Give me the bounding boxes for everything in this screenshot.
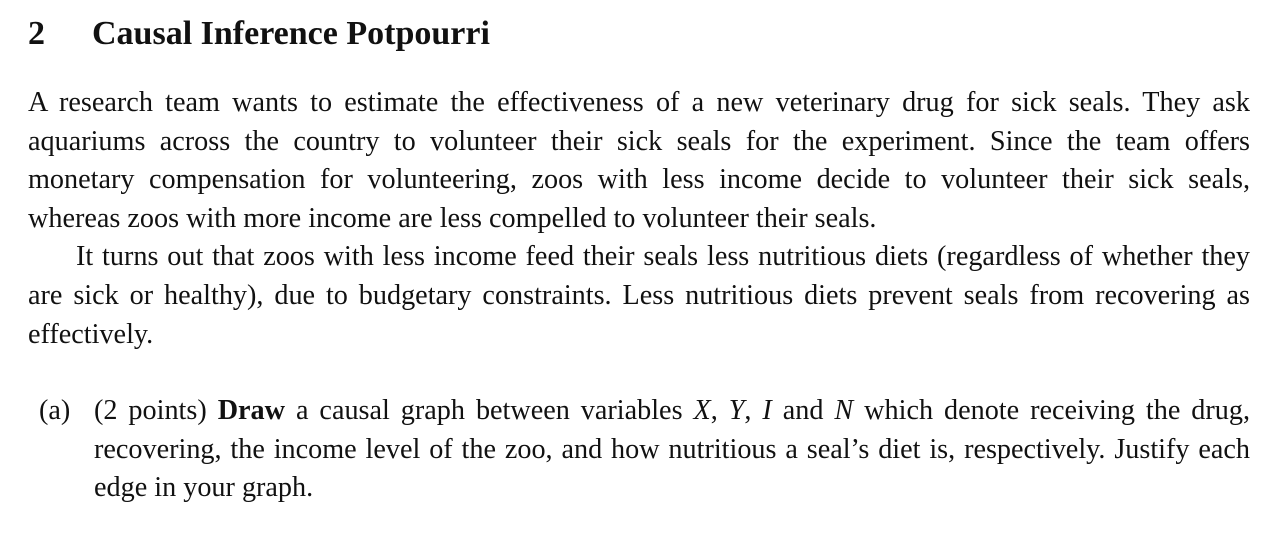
- section-number: 2: [28, 15, 45, 52]
- variable-i: I: [762, 395, 772, 427]
- context-paragraph: It turns out that zoos with less income feed their seals less nutritious diets (regardless of whether they are sick or healthy), due to budgetary constraints. Less nutritious diets prevent seals from recovering as effectively.: [28, 241, 1250, 350]
- variable-x: X: [693, 395, 711, 427]
- separator-1: ,: [710, 395, 718, 427]
- question-a: [28, 392, 1250, 508]
- question-a-bold-verb: Draw: [217, 395, 286, 427]
- section-heading: [28, 8, 1250, 60]
- question-a-points: (2 points): [94, 395, 207, 427]
- question-a-label: (a): [39, 395, 71, 427]
- intro-paragraph: A research team wants to estimate the effectiveness of a new veterinary drug for sick seals. They ask aquariums across the country to volunteer their sick seals for the experiment. Since the team offers monetary compensation for volunteering, zoos with less income decide to volunteer their sick seals, whereas zoos with more income are less compelled to volunteer their seals.: [28, 87, 1250, 234]
- question-a-text-1: a causal graph between variables: [295, 395, 683, 427]
- variable-y: Y: [728, 395, 745, 427]
- variable-n: N: [834, 395, 854, 427]
- separator-2: ,: [744, 395, 752, 427]
- question-a-body: [94, 392, 1250, 508]
- document-page: [28, 8, 1250, 508]
- section-title: Causal Inference Potpourri: [92, 15, 490, 52]
- question-a-text-2: which denote receiving the drug, recovering, the income level of the zoo, and how nutritious a seal’s diet is, respectively. Justify each edge in your graph.: [94, 395, 1251, 504]
- conjunction: and: [782, 395, 824, 427]
